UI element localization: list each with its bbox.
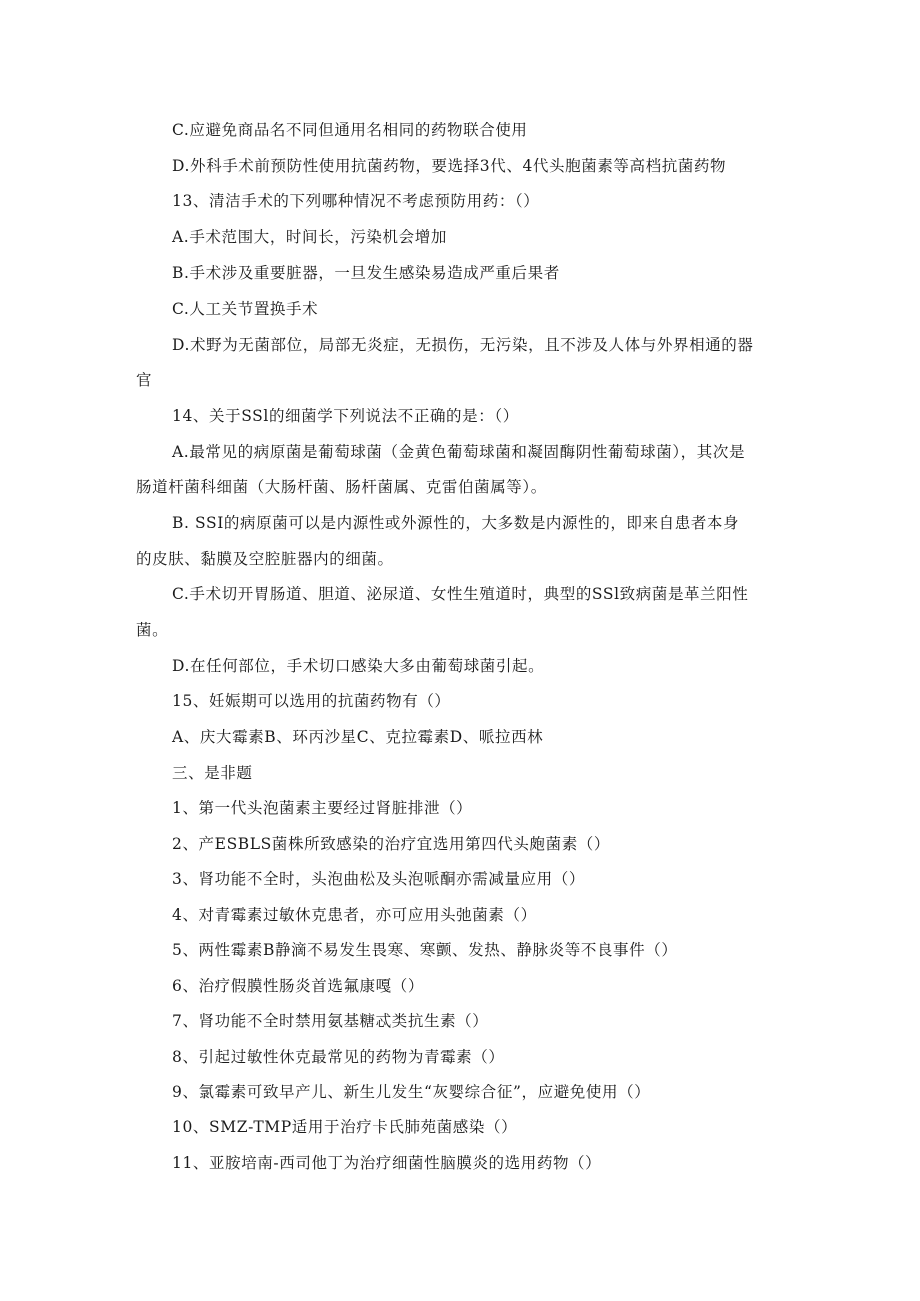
option-13c: C.人工关节置换手术: [172, 300, 319, 318]
option-14c-cont: 菌。: [136, 621, 169, 639]
tf-item-7: 7、肾功能不全时禁用氨基糖忒类抗生素（）: [172, 1012, 489, 1030]
tf-item-10: 10、SMZ-TMP适用于治疗卡氏肺苑菌感染（）: [172, 1118, 518, 1136]
option-14b-cont: 的皮肤、黏膜及空腔脏器内的细菌。: [136, 550, 394, 568]
option-13d: D.术野为无菌部位，局部无炎症，无损伤，无污染，且不涉及人体与外界相通的器: [172, 336, 754, 354]
tf-item-9: 9、氯霉素可致早产儿、新生儿发生“灰婴综合征”，应避免使用（）: [172, 1083, 651, 1101]
tf-item-3: 3、肾功能不全时，头泡曲松及头泡哌酮亦需减量应用（）: [172, 870, 585, 888]
question-14: 14、关于SSl的细菌学下列说法不正确的是：（）: [172, 407, 519, 425]
tf-item-2: 2、产ESBLS菌株所致感染的治疗宜选用第四代头皰菌素（）: [172, 835, 610, 853]
option-14d: D.在任何部位，手术切口感染大多由葡萄球菌引起。: [172, 657, 545, 675]
options-15: A、庆大霉素B、环丙沙星C、克拉霉素D、哌拉西林: [172, 728, 544, 746]
option-12d: D.外科手术前预防性使用抗菌药物，要选择3代、4代头胞菌素等高档抗菌药物: [172, 157, 727, 175]
option-12c: C.应避免商品名不同但通用名相同的药物联合使用: [172, 121, 528, 139]
option-14a-cont: 肠道杆菌科细菌（大肠杆菌、肠杆菌属、克雷伯菌属等）。: [136, 478, 547, 496]
section-heading-true-false: 三、是非题: [172, 764, 253, 782]
option-13d-cont: 官: [136, 371, 153, 389]
tf-item-6: 6、治疗假膜性肠炎首选氟康嘎（）: [172, 977, 424, 995]
question-15: 15、妊娠期可以选用的抗菌药物有（）: [172, 692, 451, 710]
tf-item-11: 11、亚胺培南-西司他丁为治疗细菌性脑膜炎的选用药物（）: [172, 1154, 602, 1172]
question-13: 13、清洁手术的下列哪种情况不考虑预防用药：（）: [172, 192, 540, 210]
option-14a: A.最常见的病原菌是葡萄球菌（金黄色葡萄球菌和凝固酶阴性葡萄球菌），其次是: [172, 443, 746, 461]
tf-item-1: 1、第一代头泡菌素主要经过肾脏排泄（）: [172, 799, 473, 817]
option-14b: B. SSI的病原菌可以是内源性或外源性的，大多数是内源性的，即来自患者本身: [172, 514, 740, 532]
option-13a: A.手术范围大，时间长，污染机会增加: [172, 228, 447, 246]
tf-item-8: 8、引起过敏性休克最常见的药物为青霉素（）: [172, 1048, 505, 1066]
tf-item-5: 5、两性霉素B静滴不易发生畏寒、寒颤、发热、静脉炎等不良事件（）: [172, 941, 678, 959]
option-13b: B.手术涉及重要脏器，一旦发生感染易造成严重后果者: [172, 264, 560, 282]
tf-item-4: 4、对青霉素过敏休克患者，亦可应用头弛菌素（）: [172, 906, 537, 924]
option-14c: C.手术切开胃肠道、胆道、泌尿道、女性生殖道时，典型的SSl致病菌是革兰阳性: [172, 585, 749, 603]
